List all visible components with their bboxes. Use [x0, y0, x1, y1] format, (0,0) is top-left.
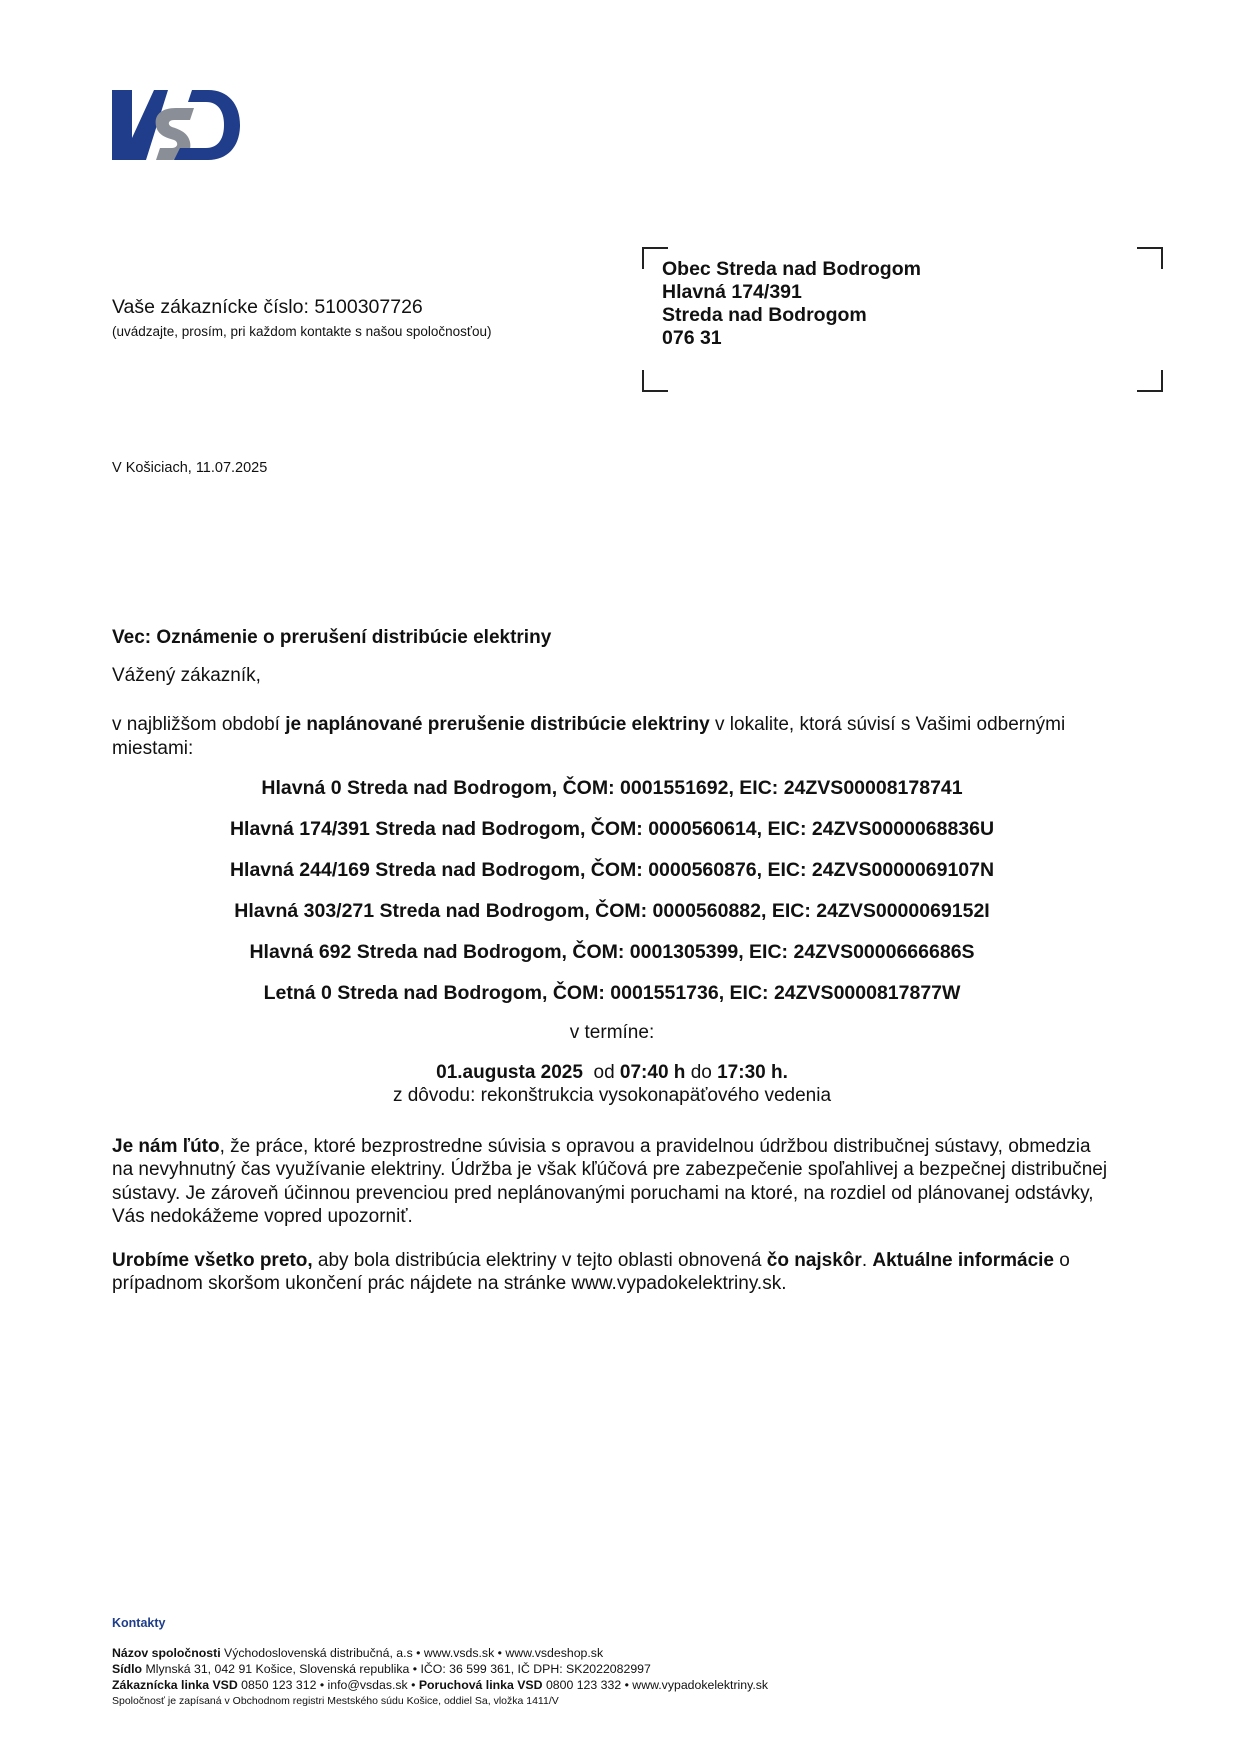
recipient-line: Obec Streda nad Bodrogom: [662, 258, 921, 280]
supply-point: Hlavná 692 Streda nad Bodrogom, ČOM: 0001305399, EIC: 24ZVS0000666686S: [249, 941, 975, 963]
place-date: V Košiciach, 11.07.2025: [112, 460, 268, 476]
fault-line-label: Poruchová linka VSD: [418, 1678, 543, 1692]
letter-subject: Vec: Oznámenie o prerušení distribúcie elektriny: [112, 627, 552, 648]
paragraph-info: [112, 1249, 1112, 1296]
outage-date: 01.augusta 2025: [436, 1061, 583, 1083]
address-corner-bottom-left: [642, 370, 668, 392]
footer-contacts: [112, 1615, 768, 1709]
footer-company: [112, 1645, 768, 1661]
customer-number: Vaše zákaznícke číslo: 5100307726: [112, 296, 423, 318]
outage-reason: z dôvodu: rekonštrukcia vysokonapäťového vedenia: [392, 1085, 832, 1106]
seat-value: Mlynská 31, 042 91 Košice, Slovenská republika • IČO: 36 599 361, IČ DPH: SK2022082997: [142, 1662, 651, 1676]
supply-points-list: [112, 777, 1112, 1023]
info-text-1: aby bola distribúcia elektriny v tejto oblasti obnovená: [312, 1249, 767, 1271]
intro-text: v najbližšom období: [112, 714, 286, 735]
recipient-line: 076 31: [662, 327, 722, 349]
supply-point: Hlavná 174/391 Streda nad Bodrogom, ČOM: 0000560614, EIC: 24ZVS0000068836U: [229, 818, 995, 840]
customer-line-label: Zákaznícka linka VSD: [112, 1678, 238, 1692]
supply-point: Letná 0 Streda nad Bodrogom, ČOM: 0001551736, EIC: 24ZVS0000817877W: [263, 982, 961, 1004]
info-text-2: o prípadnom skoršom ukončení prác nájdete na stránke www.vypadokelektriny.sk.: [112, 1249, 1070, 1294]
supply-point: Hlavná 244/169 Streda nad Bodrogom, ČOM: 0000560876, EIC: 24ZVS0000069107N: [229, 859, 995, 881]
letter-salutation: Vážený zákazník,: [112, 664, 261, 686]
recipient-address: [662, 258, 921, 350]
recipient-line: Streda nad Bodrogom: [662, 304, 867, 326]
customer-number-note: (uvádzajte, prosím, pri každom kontakte s našou spoločnosťou): [112, 324, 492, 339]
recipient-line: Hlavná 174/391: [662, 281, 802, 303]
vsd-logo: [112, 90, 240, 160]
apology-text: , že práce, ktoré bezprostredne súvisia s opravou a pravidelnou údržbou distribučnej sústavy, obmedzia na nevyhnutný čas využívanie elektriny. Údržba je však kľúčová pre zabezpečenie spoľahlivej a bezpečnej distribučnej sústavy. Je zároveň účinnou prevenciou pred neplánovanými poruchami na ktoré, na rozdiel od plánovanej odstávky, Vás nedokážeme vopred upozorniť.: [112, 1135, 1108, 1227]
supply-point: Hlavná 0 Streda nad Bodrogom, ČOM: 0001551692, EIC: 24ZVS00008178741: [261, 777, 963, 799]
address-corner-bottom-right: [1137, 370, 1163, 392]
paragraph-apology: [112, 1135, 1112, 1229]
outage-to: 17:30 h.: [717, 1061, 788, 1083]
outage-from: 07:40 h: [619, 1061, 686, 1083]
fault-line-value: 0800 123 332 • www.vypadokelektriny.sk: [542, 1678, 769, 1692]
term-label: v termíne:: [569, 1022, 655, 1043]
letter-body: [112, 626, 1112, 1296]
to-label: do: [690, 1061, 712, 1083]
info-bold-1: Urobíme všetko preto,: [112, 1249, 313, 1271]
company-value: Východoslovenská distribučná, a.s • www.vsds.sk • www.vsdeshop.sk: [220, 1646, 604, 1660]
intro-bold-text: je naplánované prerušenie distribúcie elektriny: [285, 714, 710, 735]
customer-number-block: [112, 296, 492, 339]
info-bold-3: Aktuálne informácie: [872, 1249, 1054, 1271]
apology-bold: Je nám ľúto: [112, 1135, 220, 1157]
footer-lines: [112, 1677, 768, 1693]
letter-intro: [112, 713, 1112, 760]
footer-registry: Spoločnosť je zapísaná v Obchodnom registri Mestského súdu Košice, oddiel Sa, vložka 1411/V: [112, 1695, 559, 1707]
customer-line-value: 0850 123 312 • info@vsdas.sk •: [237, 1678, 419, 1692]
supply-point: Hlavná 303/271 Streda nad Bodrogom, ČOM: 0000560882, EIC: 24ZVS0000069152I: [234, 900, 990, 922]
seat-label: Sídlo: [112, 1662, 143, 1676]
address-corner-top-right: [1137, 247, 1163, 269]
from-label: od: [593, 1061, 615, 1083]
info-bold-2: čo najskôr: [766, 1249, 862, 1271]
outage-term: [112, 1061, 1112, 1085]
footer-seat: [112, 1661, 768, 1677]
footer-title: Kontakty: [112, 1616, 166, 1630]
info-dot: .: [861, 1249, 873, 1271]
intro-text-end: v lokalite, ktorá súvisí s Vašimi odbernými miestami:: [112, 714, 1066, 759]
company-label: Názov spoločnosti: [112, 1646, 221, 1660]
